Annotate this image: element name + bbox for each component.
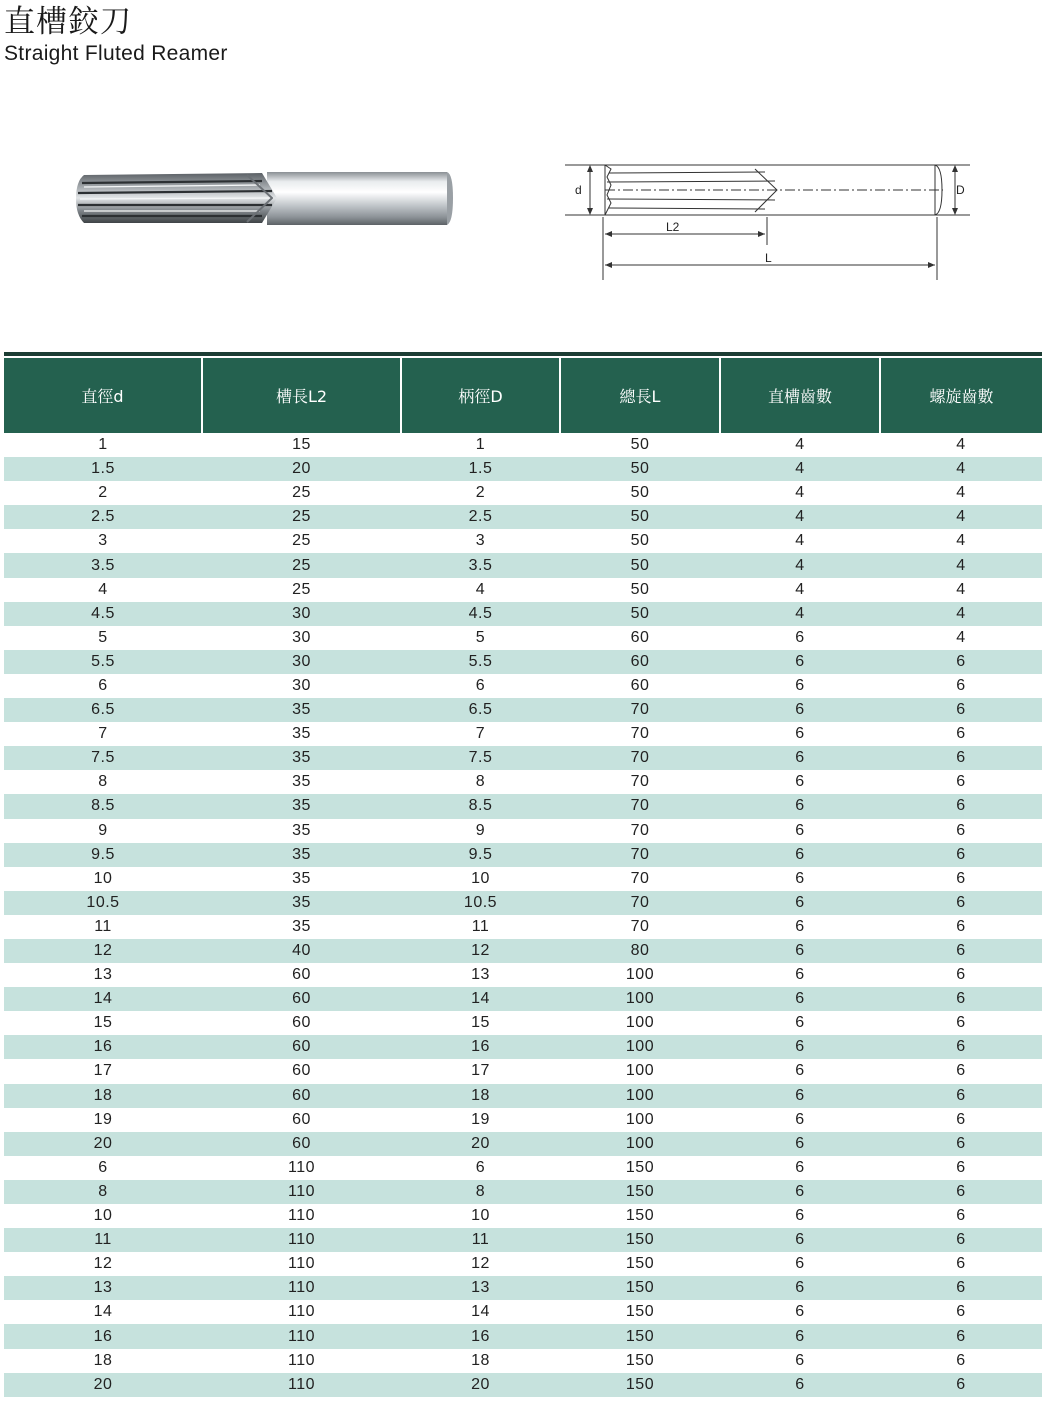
table-cell: 70	[560, 819, 720, 843]
table-cell: 60	[202, 1035, 401, 1059]
table-cell: 3.5	[4, 553, 202, 577]
table-cell: 6	[880, 1228, 1042, 1252]
table-cell: 6	[720, 939, 880, 963]
table-cell: 4.5	[4, 602, 202, 626]
table-cell: 6	[720, 819, 880, 843]
col-header-flute-length-l2: 槽長L2	[202, 358, 401, 433]
table-cell: 7	[4, 722, 202, 746]
table-top-rule	[4, 352, 1042, 356]
table-cell: 6	[720, 1228, 880, 1252]
spec-table	[4, 358, 1042, 1397]
table-cell: 10	[401, 867, 560, 891]
table-cell: 6	[880, 867, 1042, 891]
table-row	[4, 1252, 1042, 1276]
table-cell: 20	[202, 457, 401, 481]
table-cell: 12	[4, 1252, 202, 1276]
table-cell: 60	[202, 1132, 401, 1156]
table-cell: 40	[202, 939, 401, 963]
table-cell: 35	[202, 867, 401, 891]
table-cell: 150	[560, 1228, 720, 1252]
table-cell: 5	[4, 626, 202, 650]
table-row	[4, 698, 1042, 722]
table-row	[4, 1084, 1042, 1108]
table-cell: 1	[401, 433, 560, 457]
table-row	[4, 1349, 1042, 1373]
table-cell: 6	[880, 1300, 1042, 1324]
table-cell: 5	[401, 626, 560, 650]
table-row	[4, 963, 1042, 987]
table-row	[4, 457, 1042, 481]
table-cell: 1.5	[4, 457, 202, 481]
table-cell: 6	[720, 770, 880, 794]
table-cell: 35	[202, 698, 401, 722]
reamer-photo	[72, 165, 457, 230]
table-cell: 6	[880, 819, 1042, 843]
table-cell: 4	[720, 602, 880, 626]
table-cell: 19	[4, 1108, 202, 1132]
table-cell: 4	[880, 529, 1042, 553]
table-cell: 9.5	[401, 843, 560, 867]
table-cell: 6	[720, 1156, 880, 1180]
table-cell: 14	[4, 987, 202, 1011]
table-cell: 16	[401, 1035, 560, 1059]
table-cell: 13	[4, 963, 202, 987]
table-cell: 4	[720, 481, 880, 505]
table-row	[4, 1132, 1042, 1156]
table-cell: 50	[560, 481, 720, 505]
table-cell: 6	[720, 650, 880, 674]
table-cell: 6	[880, 1132, 1042, 1156]
table-cell: 25	[202, 481, 401, 505]
table-cell: 50	[560, 505, 720, 529]
table-cell: 6	[720, 891, 880, 915]
table-cell: 20	[4, 1132, 202, 1156]
table-cell: 6	[720, 963, 880, 987]
table-cell: 6	[720, 1084, 880, 1108]
table-cell: 11	[4, 1228, 202, 1252]
table-cell: 6	[720, 698, 880, 722]
col-header-overall-length-l: 總長L	[560, 358, 720, 433]
table-cell: 6	[401, 1156, 560, 1180]
table-cell: 18	[4, 1084, 202, 1108]
table-cell: 6	[720, 915, 880, 939]
table-row	[4, 1324, 1042, 1348]
dimension-label-d: d	[575, 183, 582, 197]
table-row	[4, 626, 1042, 650]
table-cell: 50	[560, 433, 720, 457]
table-cell: 110	[202, 1349, 401, 1373]
table-cell: 8	[401, 770, 560, 794]
table-cell: 4	[880, 457, 1042, 481]
table-cell: 6	[880, 1108, 1042, 1132]
table-cell: 60	[202, 1059, 401, 1083]
table-cell: 2.5	[4, 505, 202, 529]
table-row	[4, 746, 1042, 770]
table-cell: 3.5	[401, 553, 560, 577]
table-cell: 20	[4, 1373, 202, 1397]
table-cell: 70	[560, 891, 720, 915]
table-cell: 13	[401, 1276, 560, 1300]
table-cell: 50	[560, 529, 720, 553]
table-cell: 6	[401, 674, 560, 698]
table-cell: 70	[560, 770, 720, 794]
table-cell: 110	[202, 1324, 401, 1348]
table-cell: 6	[720, 987, 880, 1011]
table-cell: 6	[720, 1373, 880, 1397]
table-cell: 4	[880, 578, 1042, 602]
table-row	[4, 1059, 1042, 1083]
table-cell: 6	[4, 674, 202, 698]
table-cell: 7.5	[4, 746, 202, 770]
table-cell: 100	[560, 987, 720, 1011]
page-title: 直槽鉸刀	[4, 4, 132, 40]
table-cell: 9	[401, 819, 560, 843]
table-cell: 110	[202, 1300, 401, 1324]
table-cell: 4	[720, 529, 880, 553]
table-cell: 6	[880, 915, 1042, 939]
table-cell: 50	[560, 578, 720, 602]
table-cell: 2	[401, 481, 560, 505]
table-cell: 4	[720, 553, 880, 577]
table-row	[4, 433, 1042, 457]
table-cell: 110	[202, 1156, 401, 1180]
col-header-shank-diameter-D: 柄徑D	[401, 358, 560, 433]
table-row	[4, 1156, 1042, 1180]
table-cell: 35	[202, 794, 401, 818]
table-cell: 70	[560, 867, 720, 891]
table-cell: 4	[401, 578, 560, 602]
table-cell: 60	[202, 987, 401, 1011]
table-cell: 13	[401, 963, 560, 987]
table-cell: 6	[880, 794, 1042, 818]
table-row	[4, 481, 1042, 505]
table-cell: 6	[720, 1011, 880, 1035]
table-cell: 6	[720, 1300, 880, 1324]
table-cell: 8.5	[401, 794, 560, 818]
table-cell: 6	[880, 746, 1042, 770]
table-cell: 6	[880, 1252, 1042, 1276]
table-cell: 100	[560, 1011, 720, 1035]
table-cell: 6	[720, 746, 880, 770]
table-cell: 4	[4, 578, 202, 602]
table-cell: 6	[720, 1349, 880, 1373]
table-cell: 6	[720, 722, 880, 746]
page-subtitle: Straight Fluted Reamer	[4, 42, 228, 65]
table-cell: 6	[720, 843, 880, 867]
table-cell: 30	[202, 674, 401, 698]
table-cell: 15	[401, 1011, 560, 1035]
table-cell: 35	[202, 722, 401, 746]
dimension-label-D: D	[956, 183, 965, 197]
table-row	[4, 722, 1042, 746]
table-cell: 4	[880, 602, 1042, 626]
table-cell: 6	[880, 1035, 1042, 1059]
table-row	[4, 1011, 1042, 1035]
table-cell: 100	[560, 1108, 720, 1132]
table-cell: 35	[202, 915, 401, 939]
table-cell: 6	[720, 1035, 880, 1059]
table-cell: 10	[4, 867, 202, 891]
table-cell: 25	[202, 553, 401, 577]
table-cell: 6	[880, 963, 1042, 987]
table-cell: 3	[4, 529, 202, 553]
table-cell: 7.5	[401, 746, 560, 770]
table-cell: 6.5	[401, 698, 560, 722]
table-cell: 6	[880, 987, 1042, 1011]
table-cell: 100	[560, 963, 720, 987]
table-cell: 14	[401, 1300, 560, 1324]
table-cell: 6	[880, 674, 1042, 698]
table-cell: 110	[202, 1276, 401, 1300]
table-cell: 60	[202, 1084, 401, 1108]
table-cell: 12	[401, 1252, 560, 1276]
table-cell: 6	[880, 1324, 1042, 1348]
table-row	[4, 578, 1042, 602]
table-cell: 6	[880, 722, 1042, 746]
table-cell: 6	[880, 891, 1042, 915]
table-cell: 6	[880, 1373, 1042, 1397]
table-cell: 110	[202, 1373, 401, 1397]
table-row	[4, 1276, 1042, 1300]
table-cell: 4	[880, 505, 1042, 529]
table-cell: 60	[560, 626, 720, 650]
table-cell: 6	[720, 867, 880, 891]
table-header-row	[4, 358, 1042, 433]
table-cell: 100	[560, 1035, 720, 1059]
table-row	[4, 1180, 1042, 1204]
table-row	[4, 1373, 1042, 1397]
table-cell: 6	[880, 698, 1042, 722]
table-cell: 6	[880, 1180, 1042, 1204]
table-cell: 2.5	[401, 505, 560, 529]
table-cell: 6	[880, 650, 1042, 674]
table-cell: 7	[401, 722, 560, 746]
table-cell: 35	[202, 843, 401, 867]
table-cell: 150	[560, 1252, 720, 1276]
table-cell: 8	[4, 770, 202, 794]
table-row	[4, 1300, 1042, 1324]
table-cell: 4	[720, 433, 880, 457]
table-row	[4, 1228, 1042, 1252]
table-cell: 6	[720, 674, 880, 698]
table-cell: 16	[4, 1324, 202, 1348]
table-cell: 3	[401, 529, 560, 553]
table-cell: 6	[720, 1324, 880, 1348]
table-row	[4, 770, 1042, 794]
reamer-dimension-drawing	[565, 155, 985, 285]
table-cell: 6.5	[4, 698, 202, 722]
table-row	[4, 674, 1042, 698]
table-cell: 16	[401, 1324, 560, 1348]
table-cell: 4.5	[401, 602, 560, 626]
table-cell: 18	[4, 1349, 202, 1373]
table-cell: 15	[4, 1011, 202, 1035]
table-cell: 70	[560, 915, 720, 939]
table-cell: 150	[560, 1180, 720, 1204]
table-cell: 6	[720, 1276, 880, 1300]
table-cell: 60	[202, 963, 401, 987]
table-cell: 14	[401, 987, 560, 1011]
table-row	[4, 891, 1042, 915]
table-cell: 60	[202, 1108, 401, 1132]
table-cell: 1	[4, 433, 202, 457]
table-row	[4, 843, 1042, 867]
table-cell: 6	[880, 1204, 1042, 1228]
table-cell: 70	[560, 722, 720, 746]
table-cell: 10	[4, 1204, 202, 1228]
table-cell: 150	[560, 1204, 720, 1228]
table-cell: 6	[880, 1156, 1042, 1180]
table-row	[4, 505, 1042, 529]
table-cell: 10.5	[4, 891, 202, 915]
table-cell: 35	[202, 770, 401, 794]
table-cell: 35	[202, 819, 401, 843]
table-cell: 60	[202, 1011, 401, 1035]
table-cell: 110	[202, 1252, 401, 1276]
table-row	[4, 553, 1042, 577]
table-cell: 4	[880, 433, 1042, 457]
table-cell: 70	[560, 746, 720, 770]
table-cell: 30	[202, 602, 401, 626]
table-cell: 6	[880, 939, 1042, 963]
table-row	[4, 1035, 1042, 1059]
table-cell: 110	[202, 1204, 401, 1228]
table-cell: 4	[880, 553, 1042, 577]
table-cell: 2	[4, 481, 202, 505]
table-cell: 25	[202, 578, 401, 602]
table-cell: 100	[560, 1059, 720, 1083]
table-cell: 1.5	[401, 457, 560, 481]
table-row	[4, 794, 1042, 818]
col-header-diameter-d: 直徑d	[4, 358, 202, 433]
table-row	[4, 939, 1042, 963]
table-row	[4, 602, 1042, 626]
table-cell: 17	[401, 1059, 560, 1083]
table-cell: 60	[560, 674, 720, 698]
table-cell: 50	[560, 553, 720, 577]
table-cell: 25	[202, 505, 401, 529]
table-cell: 150	[560, 1276, 720, 1300]
table-cell: 8	[4, 1180, 202, 1204]
table-cell: 5.5	[401, 650, 560, 674]
table-row	[4, 1108, 1042, 1132]
table-cell: 6	[720, 1059, 880, 1083]
table-cell: 6	[4, 1156, 202, 1180]
table-cell: 8.5	[4, 794, 202, 818]
table-cell: 6	[720, 1108, 880, 1132]
table-cell: 18	[401, 1084, 560, 1108]
table-cell: 80	[560, 939, 720, 963]
table-cell: 4	[720, 578, 880, 602]
table-cell: 12	[4, 939, 202, 963]
table-cell: 6	[880, 1084, 1042, 1108]
table-cell: 60	[560, 650, 720, 674]
table-cell: 70	[560, 843, 720, 867]
table-cell: 11	[401, 915, 560, 939]
table-cell: 11	[401, 1228, 560, 1252]
table-cell: 6	[720, 1204, 880, 1228]
table-cell: 5.5	[4, 650, 202, 674]
dimension-label-L2: L2	[666, 220, 680, 234]
table-cell: 18	[401, 1349, 560, 1373]
table-cell: 10	[401, 1204, 560, 1228]
table-row	[4, 915, 1042, 939]
table-cell: 6	[880, 1349, 1042, 1373]
table-cell: 20	[401, 1132, 560, 1156]
table-cell: 150	[560, 1324, 720, 1348]
table-row	[4, 1204, 1042, 1228]
table-cell: 100	[560, 1084, 720, 1108]
col-header-straight-flutes: 直槽齒數	[720, 358, 880, 433]
table-cell: 6	[720, 1252, 880, 1276]
table-cell: 4	[880, 626, 1042, 650]
table-cell: 150	[560, 1373, 720, 1397]
table-cell: 110	[202, 1228, 401, 1252]
table-row	[4, 650, 1042, 674]
table-cell: 70	[560, 698, 720, 722]
table-cell: 12	[401, 939, 560, 963]
table-cell: 150	[560, 1349, 720, 1373]
table-cell: 6	[720, 1132, 880, 1156]
table-cell: 19	[401, 1108, 560, 1132]
table-cell: 6	[880, 770, 1042, 794]
table-cell: 30	[202, 626, 401, 650]
table-row	[4, 987, 1042, 1011]
table-cell: 20	[401, 1373, 560, 1397]
col-header-spiral-flutes: 螺旋齒數	[880, 358, 1042, 433]
table-cell: 4	[720, 505, 880, 529]
dimension-label-L: L	[765, 251, 772, 265]
table-cell: 16	[4, 1035, 202, 1059]
table-cell: 6	[880, 1059, 1042, 1083]
table-cell: 10.5	[401, 891, 560, 915]
table-cell: 15	[202, 433, 401, 457]
table-cell: 100	[560, 1132, 720, 1156]
table-cell: 4	[880, 481, 1042, 505]
table-cell: 6	[720, 626, 880, 650]
table-cell: 6	[720, 1180, 880, 1204]
table-cell: 150	[560, 1300, 720, 1324]
table-cell: 6	[720, 794, 880, 818]
table-cell: 6	[880, 1011, 1042, 1035]
table-cell: 4	[720, 457, 880, 481]
table-cell: 150	[560, 1156, 720, 1180]
table-cell: 35	[202, 891, 401, 915]
table-cell: 14	[4, 1300, 202, 1324]
table-cell: 35	[202, 746, 401, 770]
table-cell: 9.5	[4, 843, 202, 867]
table-cell: 17	[4, 1059, 202, 1083]
table-cell: 8	[401, 1180, 560, 1204]
table-cell: 110	[202, 1180, 401, 1204]
table-cell: 50	[560, 602, 720, 626]
table-row	[4, 867, 1042, 891]
table-cell: 70	[560, 794, 720, 818]
table-cell: 50	[560, 457, 720, 481]
table-cell: 25	[202, 529, 401, 553]
table-cell: 11	[4, 915, 202, 939]
table-cell: 13	[4, 1276, 202, 1300]
table-row	[4, 819, 1042, 843]
table-cell: 6	[880, 843, 1042, 867]
table-cell: 6	[880, 1276, 1042, 1300]
table-row	[4, 529, 1042, 553]
table-cell: 30	[202, 650, 401, 674]
table-cell: 9	[4, 819, 202, 843]
